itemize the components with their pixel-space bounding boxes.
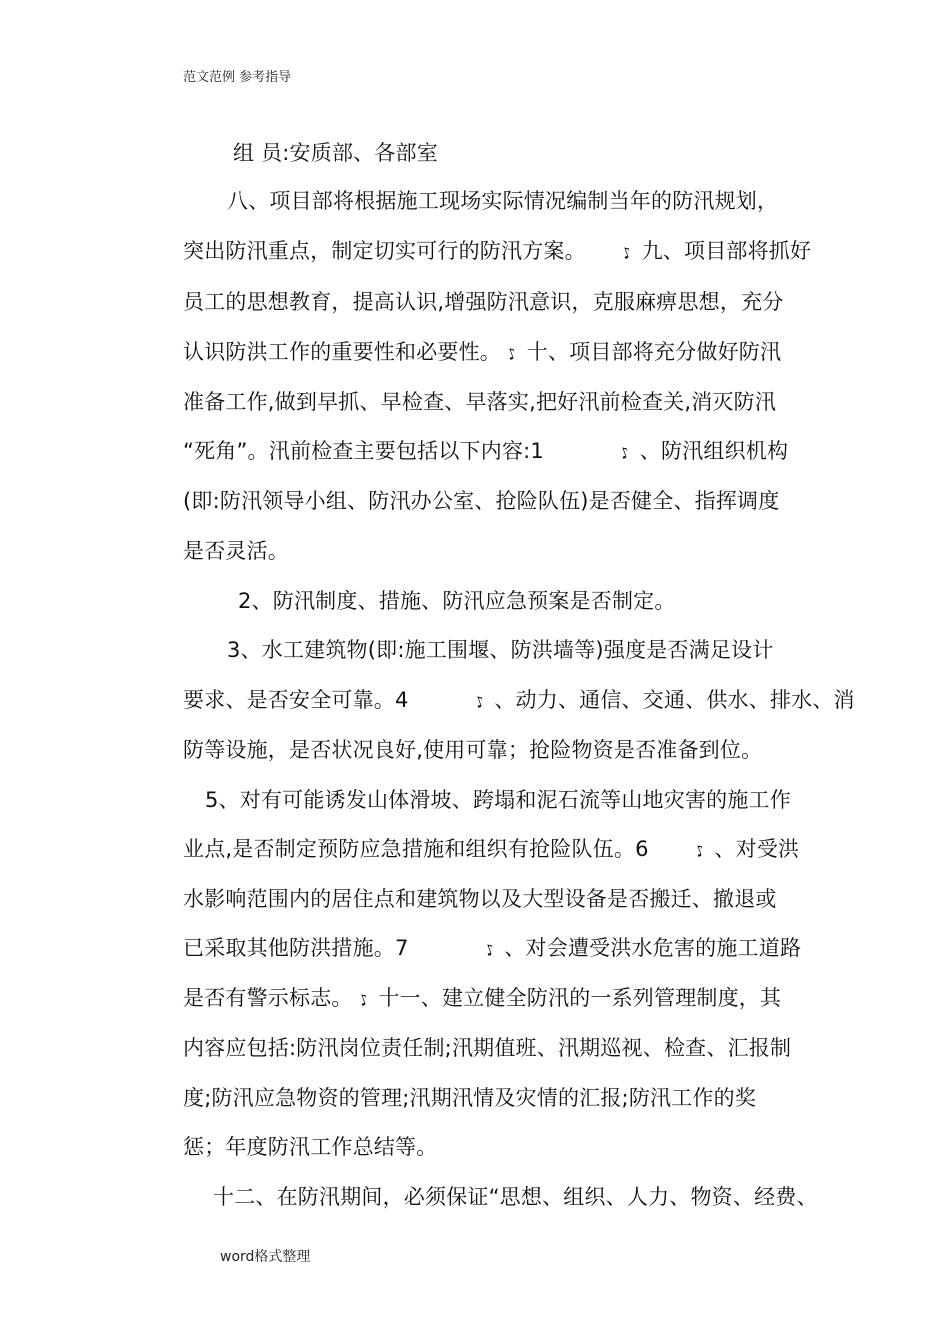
wave-mark-icon: ♪ xyxy=(355,989,372,1011)
text-segment: 九、项目部将抓好 xyxy=(641,239,812,263)
text-segment: 员工的思想教育，提高认识,增强防汛意识，克服麻痹思想，充分 xyxy=(183,290,784,314)
text-segment: 内容应包括:防汛岗位责任制;汛期值班、汛期巡视、检查、汇报制 xyxy=(183,1036,792,1060)
text-segment: 十二、在防汛期间，必须保证“思想、组织、人力、物资、经费、 xyxy=(213,1185,818,1209)
text-line xyxy=(213,1182,950,1212)
text-line xyxy=(183,536,950,566)
text-line xyxy=(227,186,950,216)
text-segment: 十、项目部将充分做好防汛 xyxy=(526,340,782,364)
text-line xyxy=(183,1083,950,1113)
text-segment: 是否灵活。 xyxy=(183,539,289,563)
text-segment: 突出防汛重点，制定切实可行的防汛方案。 xyxy=(183,239,586,263)
text-segment: 防等设施，是否状况良好,使用可靠；抢险物资是否准备到位。 xyxy=(183,738,763,762)
text-line xyxy=(183,486,950,516)
text-line xyxy=(183,387,950,417)
text-line xyxy=(183,933,950,965)
text-line xyxy=(183,685,950,717)
text-segment: 度;防汛应急物资的管理;汛期汛情及灾情的汇报;防汛工作的奖 xyxy=(183,1086,757,1110)
text-segment: 业点,是否制定预防应急措施和组织有抢险队伍。6 xyxy=(183,837,649,861)
wave-mark-icon: ♪ xyxy=(504,343,520,365)
text-line xyxy=(183,1132,950,1162)
text-segment: 是否有警示标志。 xyxy=(183,986,353,1010)
text-line xyxy=(238,586,950,616)
text-segment: 、防汛组织机构 xyxy=(639,439,789,463)
text-segment: 组 员:安质部、各部室 xyxy=(233,141,438,165)
text-line xyxy=(183,1033,950,1063)
wave-mark-icon: ♪ xyxy=(691,840,708,862)
text-line xyxy=(183,436,950,468)
text-segment: “死角”。汛前检查主要包括以下内容:1 xyxy=(183,439,544,463)
text-segment: 水影响范围内的居住点和建筑物以及大型设备是否搬迁、撤退或 xyxy=(183,887,777,911)
text-segment: 3、水工建筑物(即:施工围堰、防洪墙等)强度是否满足设计 xyxy=(227,638,774,662)
text-line xyxy=(183,735,950,765)
text-line xyxy=(183,983,950,1015)
text-line xyxy=(183,337,950,369)
text-line xyxy=(183,287,950,317)
text-segment: 5、对有可能诱发山体滑坡、跨塌和泥石流等山地灾害的施工作 xyxy=(205,788,791,812)
page-header: 范文范例 参考指导 xyxy=(183,70,292,85)
text-line xyxy=(183,236,950,268)
page-footer: word格式整理 xyxy=(220,1249,311,1265)
text-segment: (即:防汛领导小组、防汛办公室、抢险队伍)是否健全、指挥调度 xyxy=(183,489,780,513)
wave-mark-icon: ♪ xyxy=(619,242,635,264)
text-segment: 2、防汛制度、措施、防汛应急预案是否制定。 xyxy=(238,589,676,613)
text-segment: 、对会遭受洪水危害的施工道路 xyxy=(504,936,802,960)
text-segment: 十一、建立健全防汛的一系列管理制度，其 xyxy=(378,986,782,1010)
text-line xyxy=(183,834,950,866)
text-segment: 、对受洪 xyxy=(714,837,800,861)
text-segment: 八、项目部将根据施工现场实际情况编制当年的防汛规划， xyxy=(227,189,779,213)
text-line xyxy=(183,884,950,914)
text-segment: 、动力、通信、交通、供水、排水、消 xyxy=(494,688,855,712)
text-line xyxy=(205,785,950,815)
text-segment: 要求、是否安全可靠。4 xyxy=(183,688,409,712)
text-segment: 准备工作,做到早抓、早检查、早落实,把好汛前检查关,消灭防汛 xyxy=(183,390,777,414)
text-segment: 惩；年度防汛工作总结等。 xyxy=(183,1135,438,1159)
wave-mark-icon: ♪ xyxy=(471,691,488,713)
text-segment: 认识防洪工作的重要性和必要性。 xyxy=(183,340,501,364)
text-line xyxy=(233,138,950,168)
text-segment: 已采取其他防洪措施。7 xyxy=(183,936,409,960)
wave-mark-icon: ♪ xyxy=(617,442,633,464)
wave-mark-icon: ♪ xyxy=(481,939,498,961)
text-line xyxy=(227,635,950,665)
